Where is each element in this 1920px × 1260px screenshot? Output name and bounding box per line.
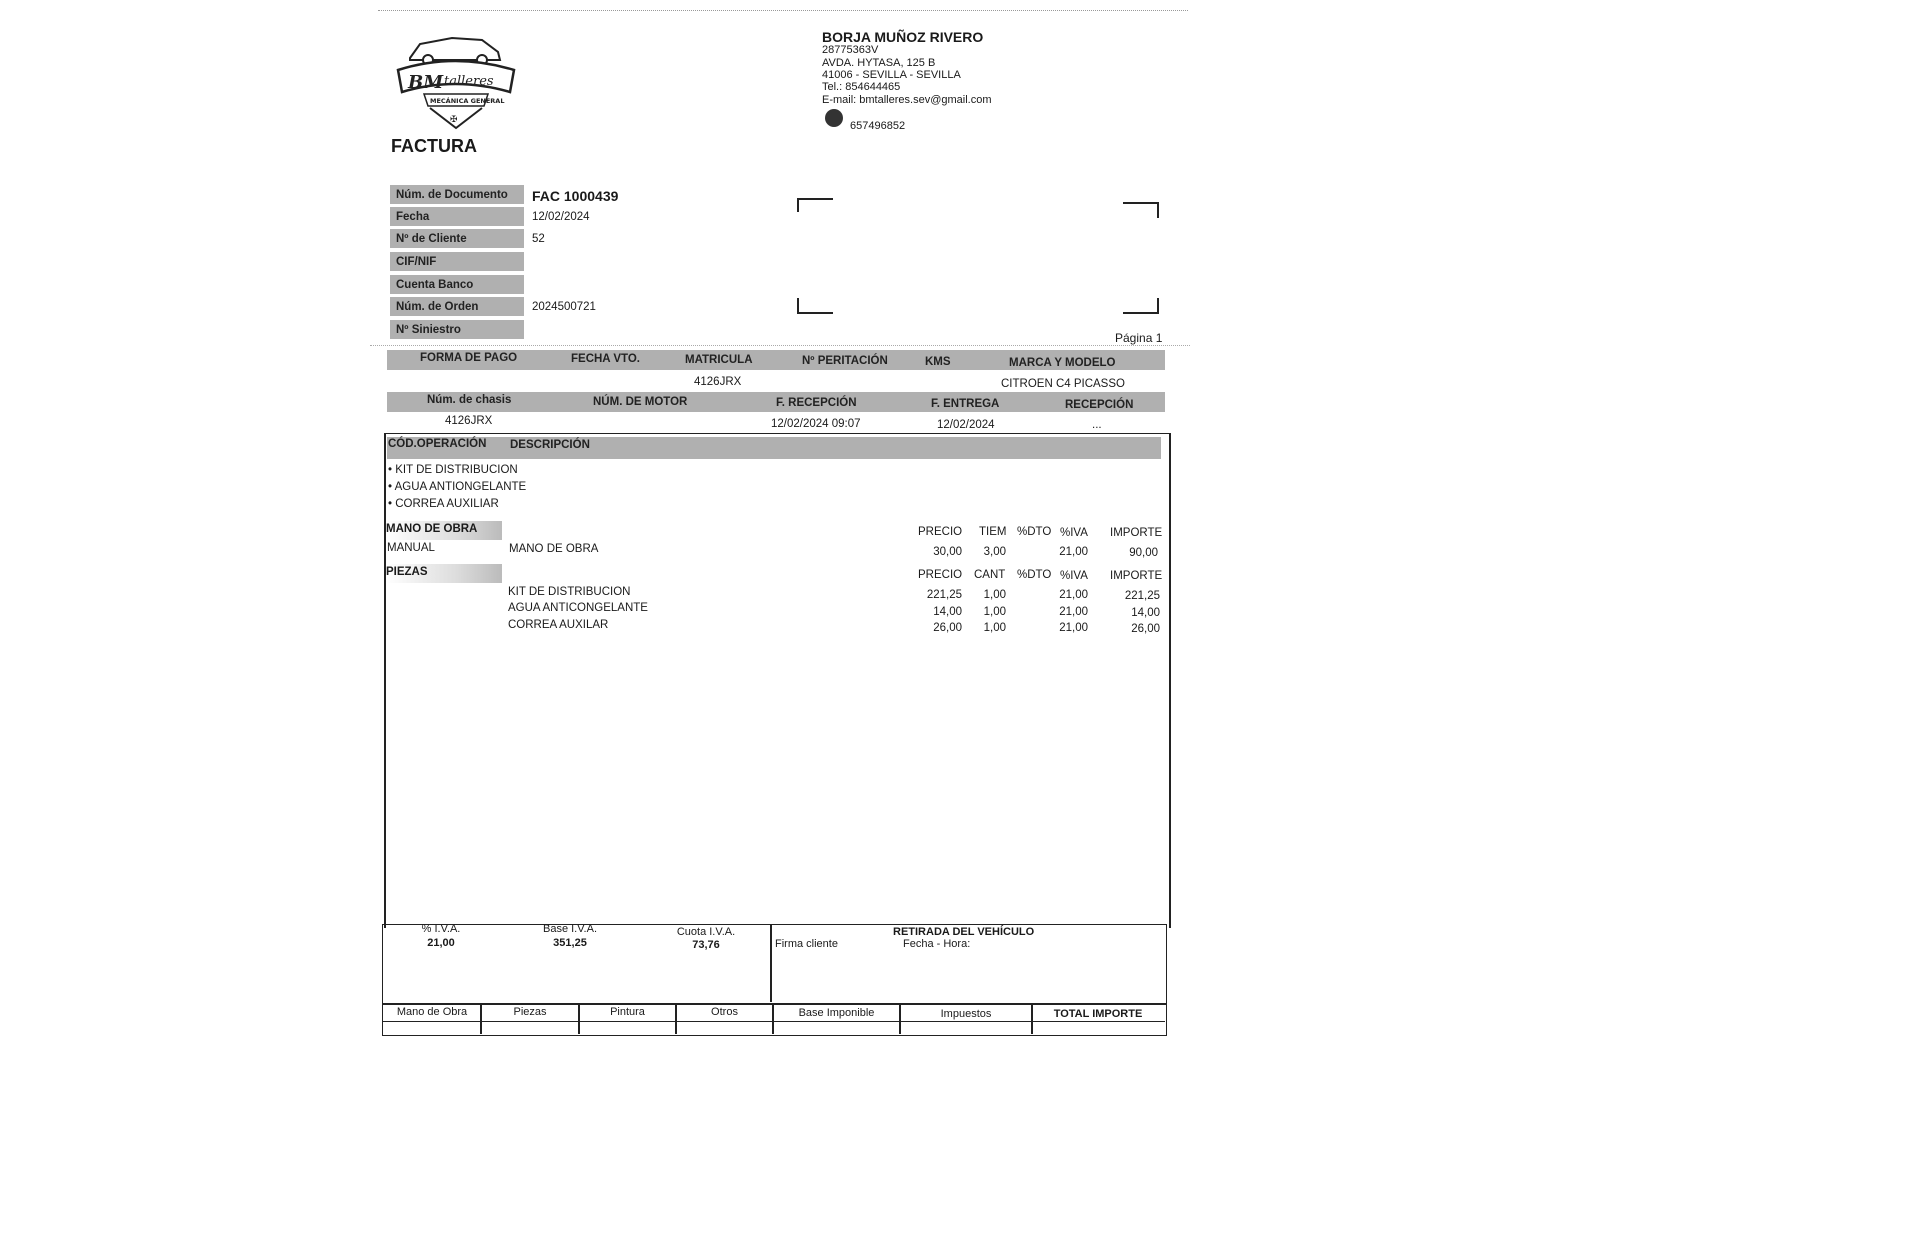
totals-piezas: Piezas	[513, 1006, 547, 1018]
operation-item: • CORREA AUXILIAR	[388, 498, 499, 510]
company-address: AVDA. HYTASA, 125 B	[822, 57, 936, 69]
parts-row-cant: 1,00	[983, 622, 1006, 634]
hdr-recepcion: RECEPCIÓN	[1065, 399, 1134, 411]
operations-box	[384, 433, 1171, 928]
company-nif: 28775363V	[822, 44, 879, 56]
hdr-forma-pago: FORMA DE PAGO	[420, 352, 518, 364]
val-f-entrega: 12/02/2024	[937, 419, 995, 431]
summary-divider	[770, 924, 772, 1002]
operation-item: • KIT DE DISTRIBUCION	[388, 464, 518, 476]
company-name: BORJA MUÑOZ RIVERO	[822, 29, 984, 45]
parts-row-desc: CORREA AUXILAR	[508, 619, 609, 631]
parts-col-importe: IMPORTE	[1110, 570, 1163, 582]
hdr-motor: NÚM. DE MOTOR	[593, 396, 688, 408]
company-city: 41006 - SEVILLA - SEVILLA	[822, 69, 961, 81]
address-window	[797, 198, 1159, 314]
svg-text:✠: ✠	[450, 115, 458, 125]
summary-box	[382, 924, 1167, 1004]
labour-row-iva: 21,00	[1059, 546, 1088, 558]
totals-otros: Otros	[711, 1006, 738, 1018]
operation-item: • AGUA ANTIONGELANTE	[388, 481, 527, 493]
parts-col-precio: PRECIO	[918, 569, 963, 581]
parts-row-iva: 21,00	[1059, 622, 1088, 634]
company-tel: Tel.: 854644465	[822, 81, 901, 93]
val-recepcion: ...	[1092, 419, 1102, 431]
parts-col-iva: %IVA	[1060, 570, 1088, 582]
labour-col-tiem: TIEM	[979, 526, 1007, 538]
tax-value-pct: 21,00	[427, 937, 455, 949]
labour-col-dto: %DTO	[1017, 526, 1052, 538]
labour-row-code: MANUAL	[387, 542, 435, 554]
car-logo-icon	[390, 30, 520, 130]
doc-order: 2024500721	[532, 301, 596, 313]
doc-client: 52	[532, 233, 545, 245]
company-logo	[390, 30, 520, 130]
whatsapp-icon	[825, 109, 843, 127]
tax-value-base: 351,25	[553, 937, 587, 949]
hdr-marca-modelo: MARCA Y MODELO	[1009, 357, 1116, 369]
hdr-peritacion: Nº PERITACIÓN	[802, 355, 888, 367]
hdr-f-entrega: F. ENTREGA	[931, 398, 1000, 410]
hdr-cod-operacion: CÓD.OPERACIÓN	[388, 438, 487, 450]
totals-base-imponible: Base Imponible	[798, 1007, 875, 1019]
val-chasis: 4126JRX	[445, 415, 493, 427]
labour-col-iva: %IVA	[1060, 527, 1088, 539]
tax-label-pct: % I.V.A.	[421, 923, 461, 935]
company-whatsapp: 657496852	[850, 120, 906, 132]
svg-text:talleres: talleres	[444, 74, 494, 89]
labour-row-precio: 30,00	[933, 546, 962, 558]
doc-label-claim: Nº Siniestro	[390, 320, 524, 341]
val-matricula: 4126JRX	[694, 376, 742, 388]
parts-row-importe: 14,00	[1131, 607, 1160, 619]
pickup-signature: Firma cliente	[775, 938, 838, 950]
val-marca-modelo: CITROEN C4 PICASSO	[1001, 378, 1125, 390]
hdr-descripcion: DESCRIPCIÓN	[510, 439, 590, 451]
parts-row-iva: 21,00	[1059, 606, 1088, 618]
tax-value-cuota: 73,76	[692, 939, 720, 951]
scan-edge-top	[378, 10, 1188, 11]
labour-section-label: MANO DE OBRA	[386, 521, 502, 540]
labour-row-desc: MANO DE OBRA	[509, 543, 599, 555]
doc-title: FACTURA	[391, 136, 477, 156]
parts-row-importe: 26,00	[1131, 623, 1160, 635]
doc-label-date: Fecha	[390, 207, 524, 228]
parts-row-iva: 21,00	[1059, 589, 1088, 601]
company-email: E-mail: bmtalleres.sev@gmail.com	[822, 94, 992, 106]
doc-label-cif: CIF/NIF	[390, 252, 524, 273]
totals-mano-obra: Mano de Obra	[396, 1006, 468, 1018]
doc-label-order: Núm. de Orden	[390, 297, 524, 318]
svg-text:MECÁNICA GENERAL: MECÁNICA GENERAL	[430, 97, 505, 105]
doc-label-client: Nº de Cliente	[390, 229, 524, 250]
parts-row-precio: 221,25	[926, 589, 962, 601]
labour-row-cant: 3,00	[983, 546, 1006, 558]
labour-col-importe: IMPORTE	[1110, 527, 1163, 539]
ops-header-bar	[387, 437, 1161, 459]
parts-row-precio: 14,00	[933, 606, 962, 618]
parts-row-importe: 221,25	[1124, 590, 1160, 602]
svg-text:BM: BM	[408, 72, 444, 93]
hdr-chasis: Núm. de chasis	[427, 394, 512, 406]
scan-edge-mid	[370, 345, 1190, 346]
parts-section-label: PIEZAS	[386, 564, 502, 583]
pickup-title: RETIRADA DEL VEHÍCULO	[893, 926, 1035, 938]
hdr-kms: KMS	[925, 356, 951, 368]
totals-underline	[382, 1021, 1165, 1022]
parts-row-desc: AGUA ANTICONGELANTE	[508, 602, 648, 614]
labour-col-precio: PRECIO	[918, 526, 963, 538]
doc-label-number: Núm. de Documento	[390, 185, 524, 206]
pickup-datetime: Fecha - Hora:	[903, 938, 971, 950]
labour-row-importe: 90,00	[1129, 547, 1158, 559]
hdr-matricula: MATRICULA	[685, 354, 753, 366]
parts-col-dto: %DTO	[1017, 569, 1052, 581]
parts-row-cant: 1,00	[983, 606, 1006, 618]
parts-row-desc: KIT DE DISTRIBUCION	[508, 586, 631, 598]
val-f-recepcion: 12/02/2024 09:07	[771, 418, 861, 430]
hdr-fecha-vto: FECHA VTO.	[571, 353, 641, 365]
parts-row-precio: 26,00	[933, 622, 962, 634]
totals-pintura: Pintura	[610, 1006, 645, 1018]
doc-label-bank: Cuenta Banco	[390, 275, 524, 296]
page-number: Página 1	[1115, 331, 1163, 345]
doc-date: 12/02/2024	[532, 211, 590, 223]
parts-col-cant: CANT	[974, 569, 1006, 581]
doc-number: FAC 1000439	[532, 188, 619, 204]
hdr-f-recepcion: F. RECEPCIÓN	[776, 397, 857, 409]
tax-label-cuota: Cuota I.V.A.	[676, 926, 736, 938]
parts-row-cant: 1,00	[983, 589, 1006, 601]
totals-impuestos: Impuestos	[940, 1008, 992, 1020]
tax-label-base: Base I.V.A.	[542, 923, 598, 935]
totals-total-importe: TOTAL IMPORTE	[1053, 1008, 1143, 1020]
